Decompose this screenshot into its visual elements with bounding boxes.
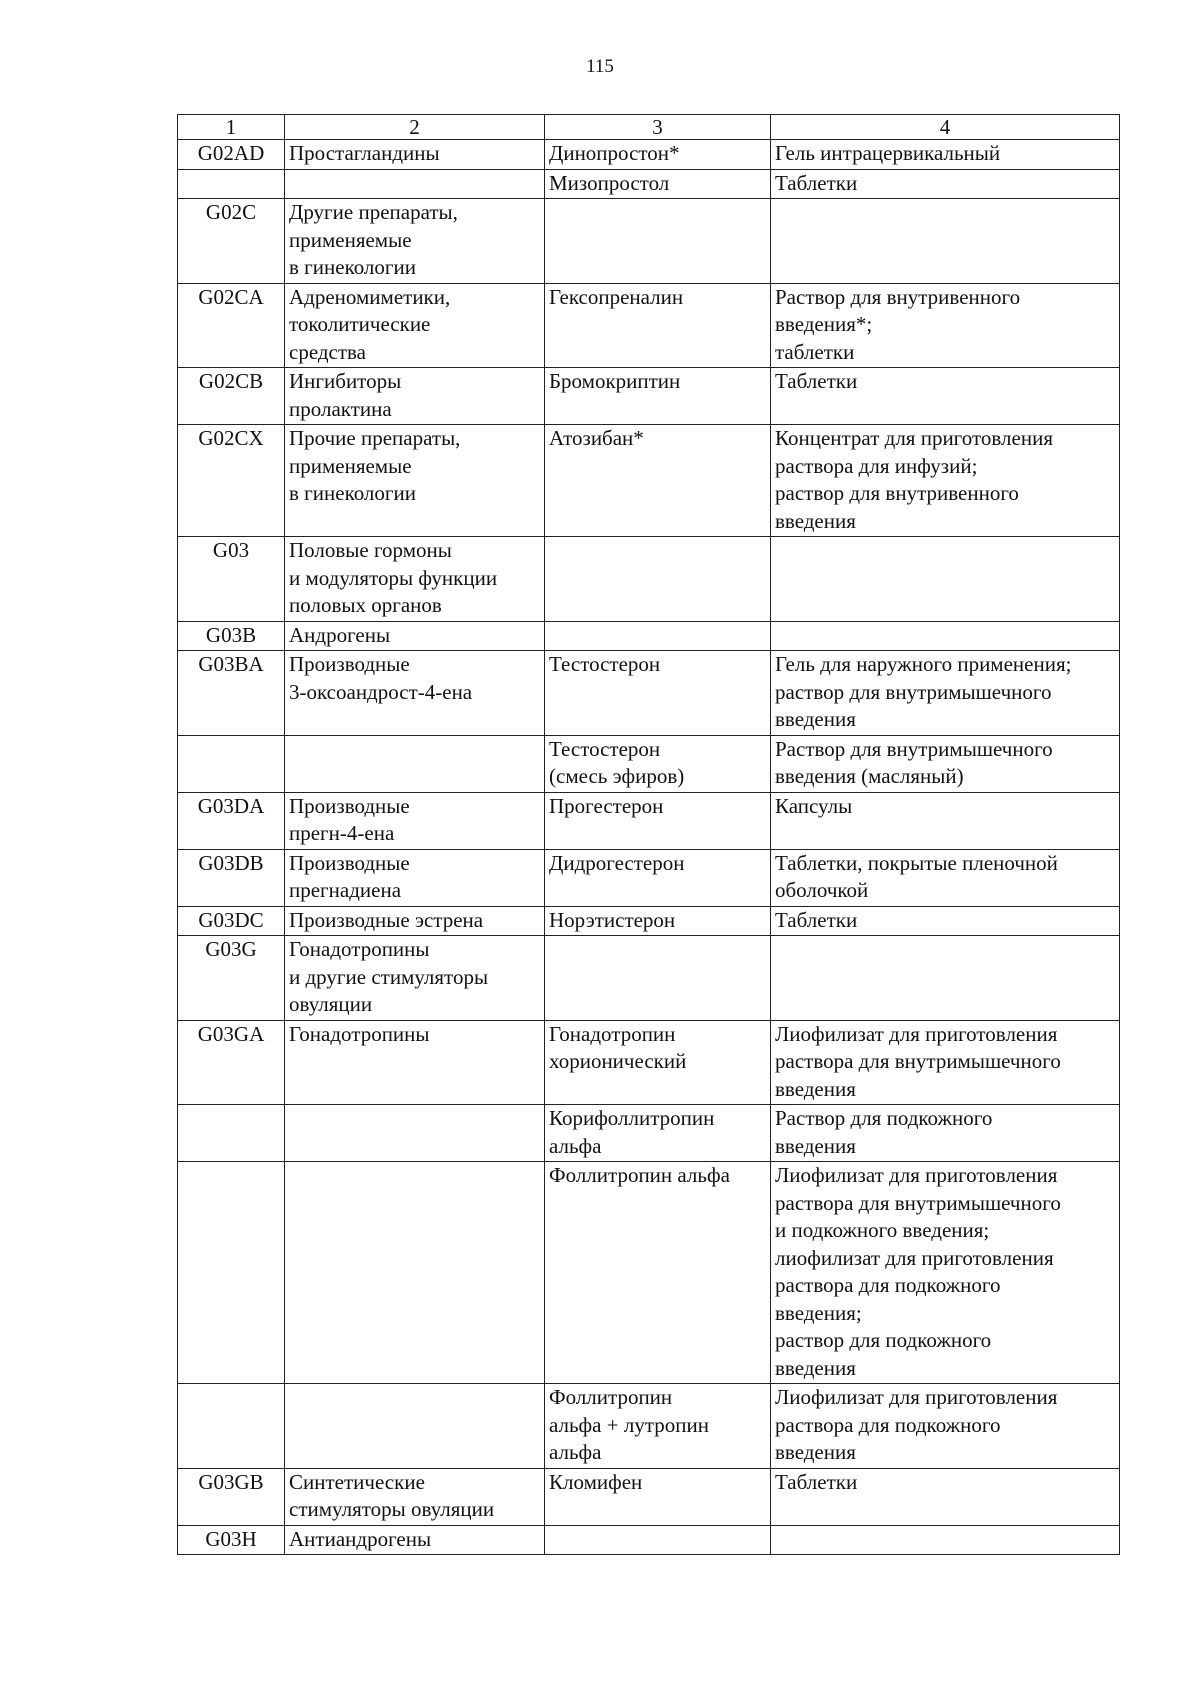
- group-cell: Производные 3-оксоандрост-4-ена: [285, 651, 545, 736]
- table-header-row: [178, 115, 1120, 140]
- drug-cell: Дидрогестерон: [545, 849, 771, 906]
- table-row: [178, 537, 1120, 622]
- dosage-form-cell: [771, 936, 1120, 1021]
- drug-cell: Динопростон*: [545, 140, 771, 170]
- group-cell: Синтетические стимуляторы овуляции: [285, 1468, 545, 1525]
- group-cell: [285, 1384, 545, 1469]
- atc-code-cell: G03DA: [178, 792, 285, 849]
- table-row: [178, 621, 1120, 651]
- drug-cell: [545, 936, 771, 1021]
- table-row: [178, 1105, 1120, 1162]
- atc-code-cell: G03DC: [178, 906, 285, 936]
- dosage-form-cell: Раствор для внутривенного введения*; таблетки: [771, 283, 1120, 368]
- table-row: [178, 735, 1120, 792]
- table-row: [178, 906, 1120, 936]
- drug-cell: [545, 1525, 771, 1555]
- atc-code-cell: G02CX: [178, 425, 285, 537]
- dosage-form-cell: Лиофилизат для приготовления раствора для внутримышечного и подкожного введения; лиофилизат для приготовления раствора для подкожного введения; раствор для подкожного введения: [771, 1162, 1120, 1384]
- atc-code-cell: G03GA: [178, 1020, 285, 1105]
- drug-table: [177, 114, 1120, 1555]
- table-row: [178, 1162, 1120, 1384]
- drug-cell: Кломифен: [545, 1468, 771, 1525]
- dosage-form-cell: Раствор для подкожного введения: [771, 1105, 1120, 1162]
- drug-cell: Бромокриптин: [545, 368, 771, 425]
- dosage-form-cell: [771, 1525, 1120, 1555]
- table-row: [178, 1020, 1120, 1105]
- atc-code-cell: G02CA: [178, 283, 285, 368]
- group-cell: Простагландины: [285, 140, 545, 170]
- table-row: [178, 1384, 1120, 1469]
- atc-code-cell: [178, 1384, 285, 1469]
- group-cell: [285, 1162, 545, 1384]
- drug-cell: Гонадотропин хорионический: [545, 1020, 771, 1105]
- dosage-form-cell: Таблетки: [771, 1468, 1120, 1525]
- group-cell: [285, 735, 545, 792]
- dosage-form-cell: Таблетки, покрытые пленочной оболочкой: [771, 849, 1120, 906]
- drug-cell: Тестостерон (смесь эфиров): [545, 735, 771, 792]
- atc-code-cell: G03G: [178, 936, 285, 1021]
- atc-code-cell: G03DB: [178, 849, 285, 906]
- table-row: [178, 283, 1120, 368]
- atc-code-cell: [178, 735, 285, 792]
- atc-code-cell: G03GB: [178, 1468, 285, 1525]
- table-row: [178, 1525, 1120, 1555]
- group-cell: Андрогены: [285, 621, 545, 651]
- table-row: [178, 368, 1120, 425]
- atc-code-cell: G03B: [178, 621, 285, 651]
- drug-cell: Норэтистерон: [545, 906, 771, 936]
- drug-cell: Атозибан*: [545, 425, 771, 537]
- group-cell: Гонадотропины и другие стимуляторы овуляции: [285, 936, 545, 1021]
- group-cell: [285, 169, 545, 199]
- drug-cell: Прогестерон: [545, 792, 771, 849]
- page-number: 115: [586, 56, 614, 77]
- dosage-form-cell: Гель для наружного применения; раствор для внутримышечного введения: [771, 651, 1120, 736]
- group-cell: Производные прегнадиена: [285, 849, 545, 906]
- table-row: [178, 849, 1120, 906]
- drug-cell: Фоллитропин альфа + лутропин альфа: [545, 1384, 771, 1469]
- dosage-form-cell: [771, 621, 1120, 651]
- drug-cell: Гексопреналин: [545, 283, 771, 368]
- atc-code-cell: [178, 1162, 285, 1384]
- drug-cell: Фоллитропин альфа: [545, 1162, 771, 1384]
- dosage-form-cell: Раствор для внутримышечного введения (масляный): [771, 735, 1120, 792]
- header-cell: 1: [178, 115, 285, 140]
- table-row: [178, 199, 1120, 284]
- table-row: [178, 936, 1120, 1021]
- dosage-form-cell: [771, 199, 1120, 284]
- dosage-form-cell: Лиофилизат для приготовления раствора для внутримышечного введения: [771, 1020, 1120, 1105]
- drug-cell: [545, 199, 771, 284]
- drug-table-body: [178, 115, 1120, 1555]
- table-row: [178, 169, 1120, 199]
- dosage-form-cell: Таблетки: [771, 368, 1120, 425]
- dosage-form-cell: Лиофилизат для приготовления раствора для подкожного введения: [771, 1384, 1120, 1469]
- group-cell: Другие препараты, применяемые в гинекологии: [285, 199, 545, 284]
- atc-code-cell: G03H: [178, 1525, 285, 1555]
- drug-cell: [545, 537, 771, 622]
- atc-code-cell: G02CB: [178, 368, 285, 425]
- atc-code-cell: G02C: [178, 199, 285, 284]
- group-cell: Адреномиметики, токолитические средства: [285, 283, 545, 368]
- group-cell: Производные эстрена: [285, 906, 545, 936]
- table-row: [178, 140, 1120, 170]
- atc-code-cell: G03BA: [178, 651, 285, 736]
- dosage-form-cell: Капсулы: [771, 792, 1120, 849]
- dosage-form-cell: Таблетки: [771, 906, 1120, 936]
- group-cell: [285, 1105, 545, 1162]
- atc-code-cell: [178, 169, 285, 199]
- group-cell: Половые гормоны и модуляторы функции половых органов: [285, 537, 545, 622]
- drug-cell: Мизопростол: [545, 169, 771, 199]
- drug-cell: Корифоллитропин альфа: [545, 1105, 771, 1162]
- table-row: [178, 1468, 1120, 1525]
- group-cell: Производные прегн-4-ена: [285, 792, 545, 849]
- group-cell: Гонадотропины: [285, 1020, 545, 1105]
- atc-code-cell: G03: [178, 537, 285, 622]
- table-row: [178, 792, 1120, 849]
- drug-cell: [545, 621, 771, 651]
- drug-cell: Тестостерон: [545, 651, 771, 736]
- dosage-form-cell: Гель интрацервикальный: [771, 140, 1120, 170]
- header-cell: 3: [545, 115, 771, 140]
- group-cell: Ингибиторы пролактина: [285, 368, 545, 425]
- table-row: [178, 651, 1120, 736]
- atc-code-cell: G02AD: [178, 140, 285, 170]
- atc-code-cell: [178, 1105, 285, 1162]
- table-row: [178, 425, 1120, 537]
- header-cell: 4: [771, 115, 1120, 140]
- dosage-form-cell: Таблетки: [771, 169, 1120, 199]
- group-cell: Антиандрогены: [285, 1525, 545, 1555]
- dosage-form-cell: [771, 537, 1120, 622]
- header-cell: 2: [285, 115, 545, 140]
- group-cell: Прочие препараты, применяемые в гинекологии: [285, 425, 545, 537]
- dosage-form-cell: Концентрат для приготовления раствора для инфузий; раствор для внутривенного введения: [771, 425, 1120, 537]
